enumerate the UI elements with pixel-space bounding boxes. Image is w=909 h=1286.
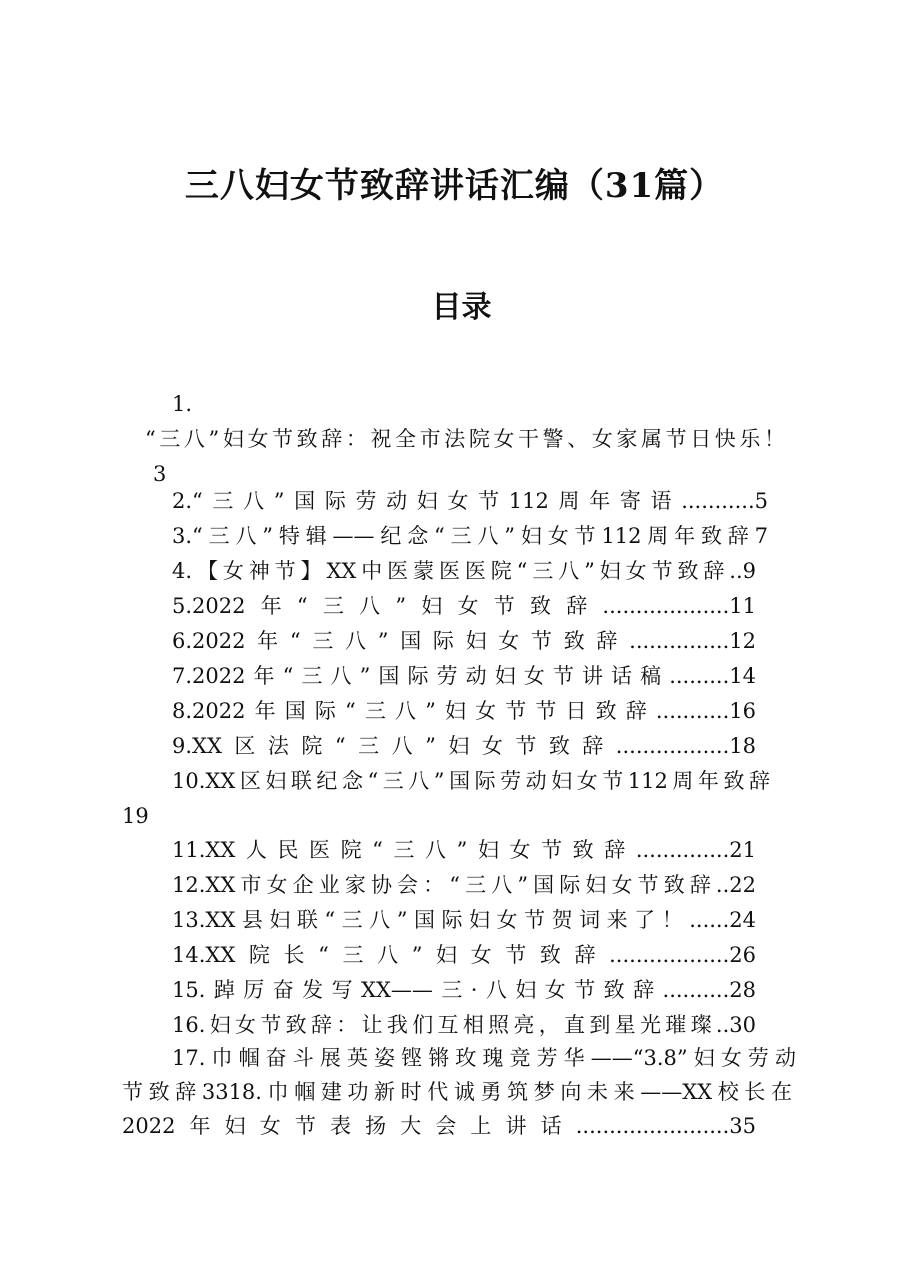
toc-line: 9.XX区法院“三八”妇女节致辞.................18: [172, 734, 756, 758]
toc-line: 15.踔厉奋发写XX——三·八妇女节致辞..........28: [172, 978, 756, 1002]
toc-line: 5.2022年“三八”妇女节致辞...................11: [172, 594, 756, 618]
toc-line: 14.XX院长“三八”妇女节致辞..................26: [172, 943, 756, 967]
toc-line: 8.2022年国际“三八”妇女节节日致辞...........16: [172, 699, 756, 723]
document-title: 三八妇女节致辞讲话汇编（31篇）: [184, 166, 725, 206]
toc-line: 节致辞3318.巾帼建功新时代诚勇筑梦向未来——XX校长在: [122, 1080, 792, 1104]
toc-line: 2022年妇女节表扬大会上讲话.......................35: [122, 1114, 756, 1138]
toc-line: 3.“三八”特辑——纪念“三八”妇女节112周年致辞7: [172, 524, 768, 548]
toc-line: 17.巾帼奋斗展英姿铿锵玫瑰竞芳华——“3.8”妇女劳动: [172, 1046, 796, 1070]
toc-line: 3: [153, 462, 167, 486]
toc-line: 4.【女神节】XX中医蒙医医院“三八”妇女节致辞..9: [172, 559, 756, 583]
toc-line: 12.XX市女企业家协会：“三八”国际妇女节致辞..22: [172, 873, 756, 897]
toc-line: 16.妇女节致辞：让我们互相照亮，直到星光璀璨..30: [172, 1013, 756, 1037]
toc-line: 1.: [172, 392, 193, 416]
toc-line: “三八”妇女节致辞：祝全市法院女干警、女家属节日快乐！: [145, 427, 785, 451]
toc-line: 6.2022年“三八”国际妇女节致辞...............12: [172, 629, 756, 653]
toc-line: 13.XX县妇联“三八”国际妇女节贺词来了！......24: [172, 908, 756, 932]
toc-line: 7.2022年“三八”国际劳动妇女节讲话稿.........14: [172, 664, 756, 688]
toc-line: 11.XX人民医院“三八”妇女节致辞..............21: [172, 838, 756, 862]
toc-line: 2.“三八”国际劳动妇女节112周年寄语...........5: [172, 489, 768, 513]
toc-heading: 目录: [431, 290, 492, 325]
toc-line: 19: [122, 804, 149, 828]
toc-line: 10.XX区妇联纪念“三八”国际劳动妇女节112周年致辞: [172, 769, 770, 793]
